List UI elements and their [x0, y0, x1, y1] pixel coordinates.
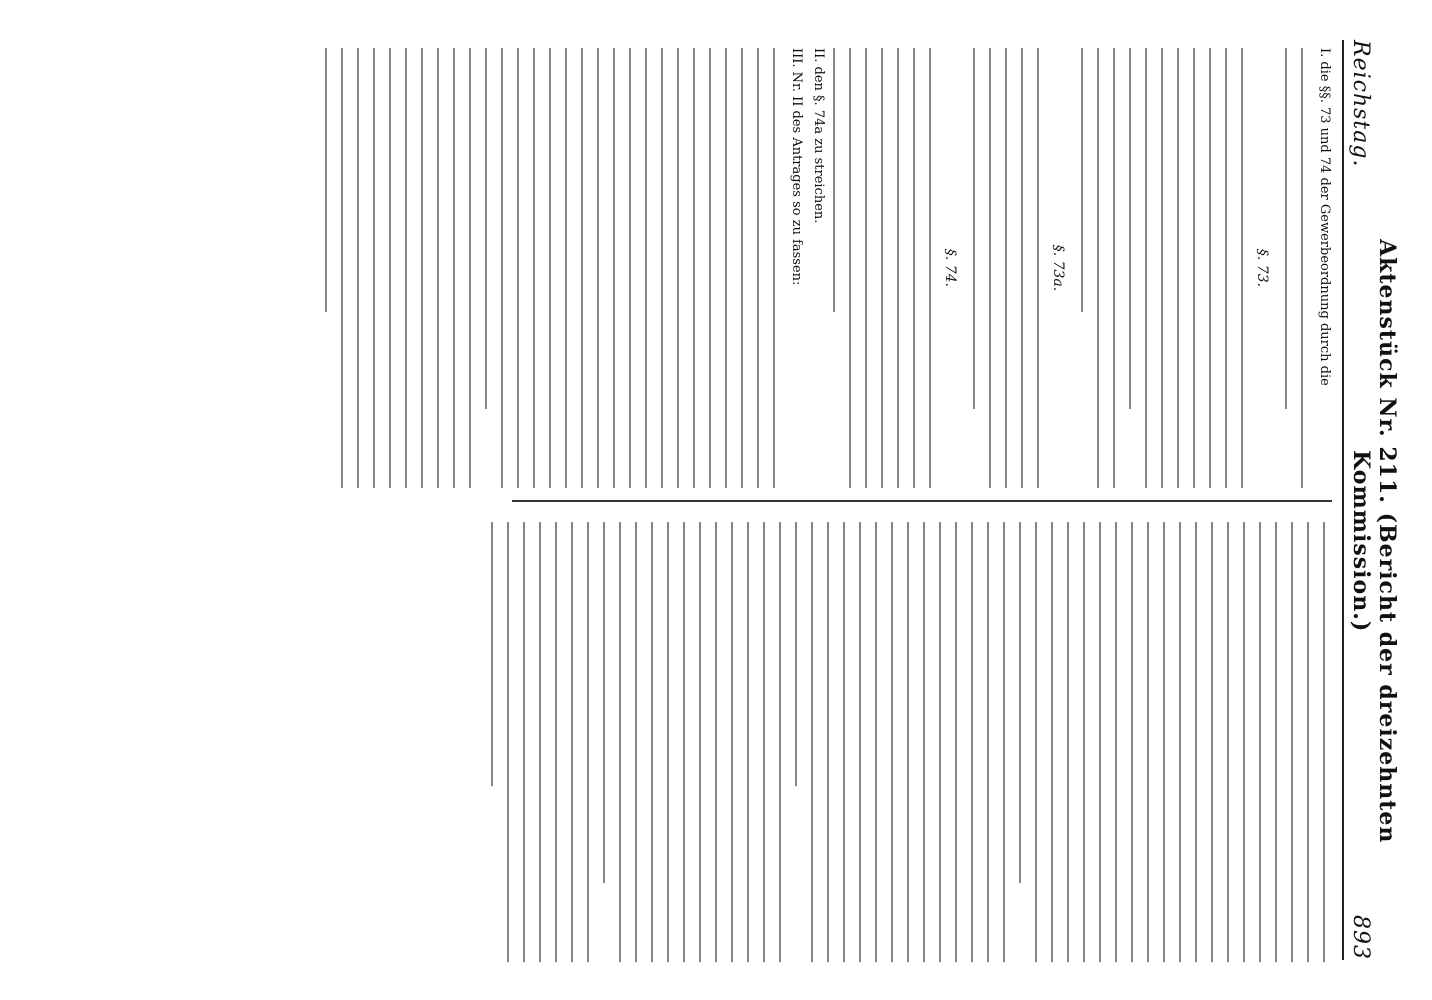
section-74: §. 74. [942, 248, 958, 288]
item-i: I. die §§. 73 und 74 der Gewerbeordnung durch die [1317, 48, 1332, 386]
item-ii: II. den §. 74a zu streichen. [811, 48, 826, 224]
right-column [80, 522, 1332, 962]
header-rule [1342, 40, 1344, 960]
header-left: Reichstag. [1348, 40, 1373, 168]
left-column [80, 48, 1332, 488]
page-header [1348, 40, 1400, 960]
section-73: §. 73. [1254, 248, 1270, 288]
item-iii: III. Nr. II des Antrages so zu fassen: [789, 48, 804, 286]
header-title: Aktenstück Nr. 211. (Bericht der dreizehnten Kommission.) [1348, 239, 1400, 844]
section-73a: §. 73a. [1050, 244, 1066, 292]
page-number: 893 [1348, 915, 1373, 960]
column-divider [512, 500, 1332, 502]
